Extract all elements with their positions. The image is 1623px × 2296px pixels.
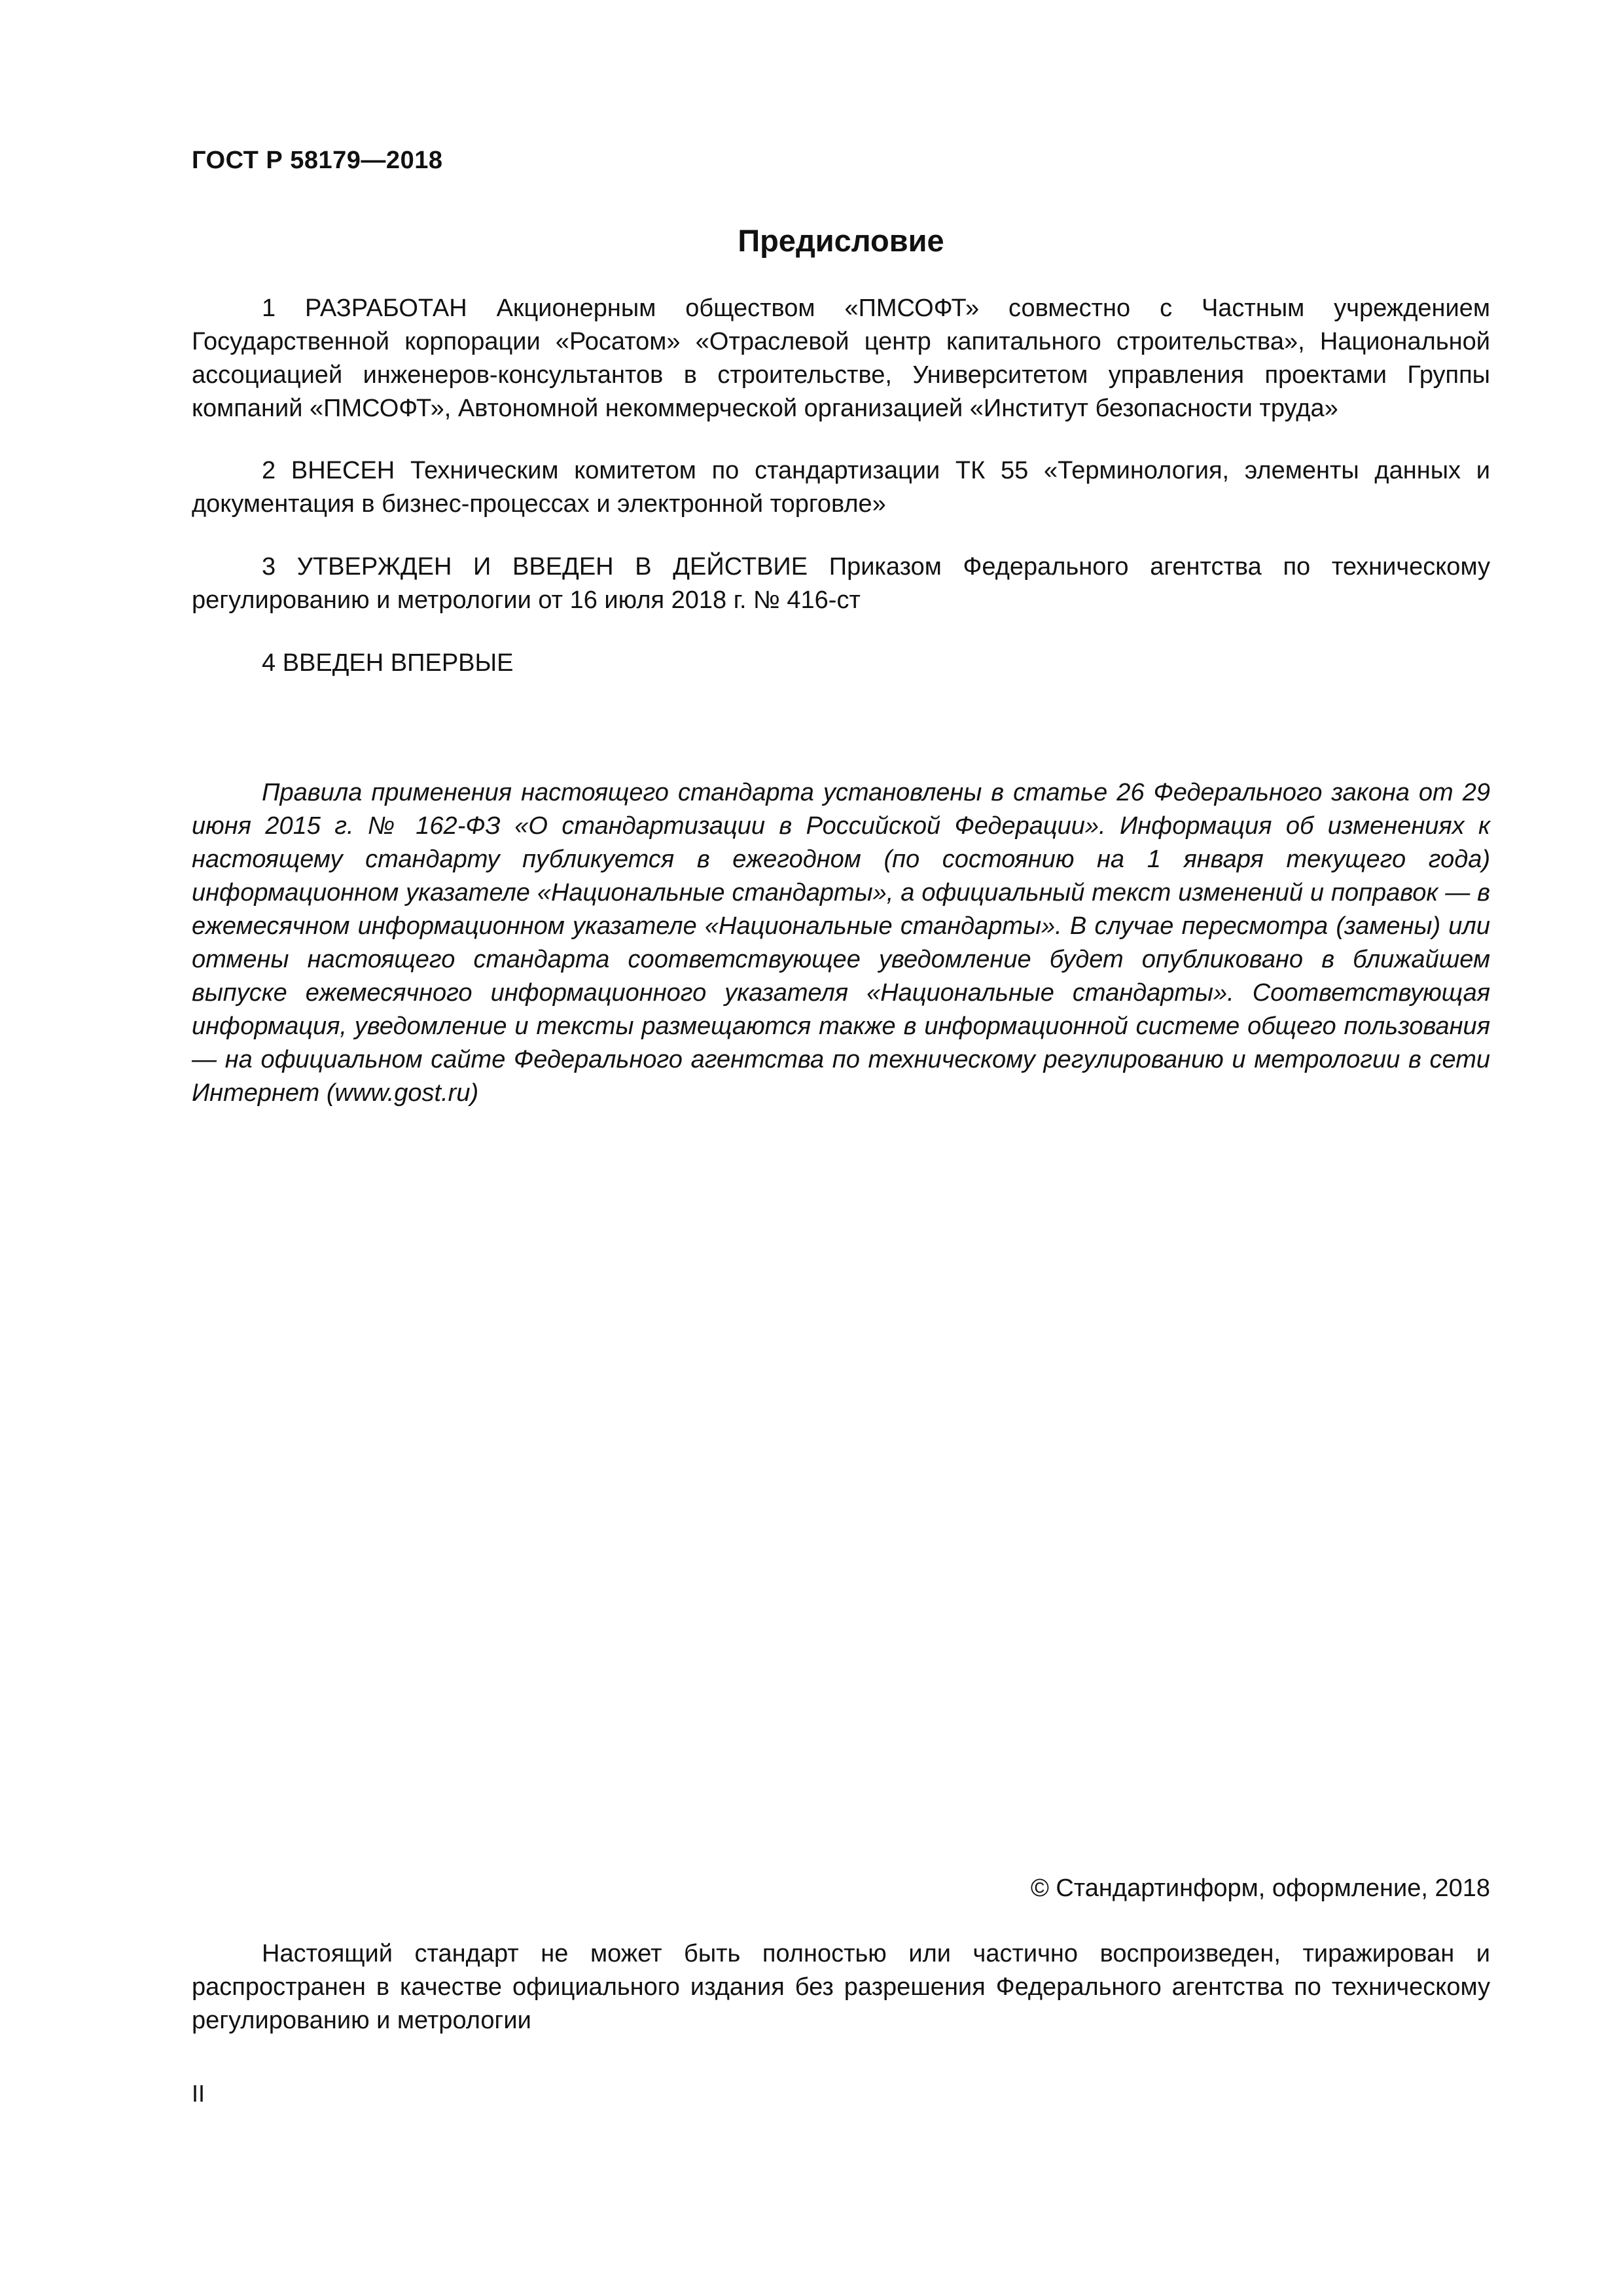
rules-of-application-note: Правила применения настоящего стандарта установлены в статье 26 Федерального закона от 29 июня 2015 г. № 162-ФЗ «О стандартизации в Российской Федерации». Информация об изменениях к настоящему стандарту публикуется в ежегодном (по состоянию на 1 января текущего года) информационном указателе «Национальные стандарты», а официальный текст изменений и поправок — в ежемесячном информационном указателе «Национальные стандарты». В случае пересмотра (замены) или отмены настоящего стандарта соответствующее уведомление будет опубликовано в ближайшем выпуске ежемесячного информационного указателя «Национальные стандарты». Соответствующая информация, уведомление и тексты размещаются также в информационной системе общего пользования — на официальном сайте Федерального агентства по техническому регулированию и метрологии в сети Интернет (www.gost.ru) <box>192 779 1490 1107</box>
foreword-item-developed: 1 РАЗРАБОТАН Акционерным обществом «ПМСОФТ» совместно с Частным учреждением Государственной корпорации «Росатом» «Отраслевой центр капитального строительства», Национальной ассоциацией инженеров-консультантов в строительстве, Университетом управления проектами Группы компаний «ПМСОФТ», Автономной некоммерческой организацией «Институт безопасности труда» <box>192 295 1490 422</box>
page-title: Предисловие <box>738 223 944 258</box>
document-code: ГОСТ Р 58179—2018 <box>192 147 443 174</box>
reproduction-notice: Настоящий стандарт не может быть полностью или частично воспроизведен, тиражирован и распространен в качестве официального издания без разрешения Федерального агентства по техническому регулированию и метрологии <box>192 1940 1490 2034</box>
foreword-item-submitted: 2 ВНЕСЕН Техническим комитетом по стандартизации ТК 55 «Терминология, элементы данных и документация в бизнес-процессах и электронной торговле» <box>192 457 1490 518</box>
foreword-item-introduced: 4 ВВЕДЕН ВПЕРВЫЕ <box>262 649 514 677</box>
copyright-line: © Стандартинформ, оформление, 2018 <box>1030 1874 1490 1902</box>
page-number: II <box>192 2080 205 2107</box>
foreword-item-approved: 3 УТВЕРЖДЕН И ВВЕДЕН В ДЕЙСТВИЕ Приказом Федерального агентства по техническому регулированию и метрологии от 16 июля 2018 г. № 416-ст <box>192 553 1490 614</box>
